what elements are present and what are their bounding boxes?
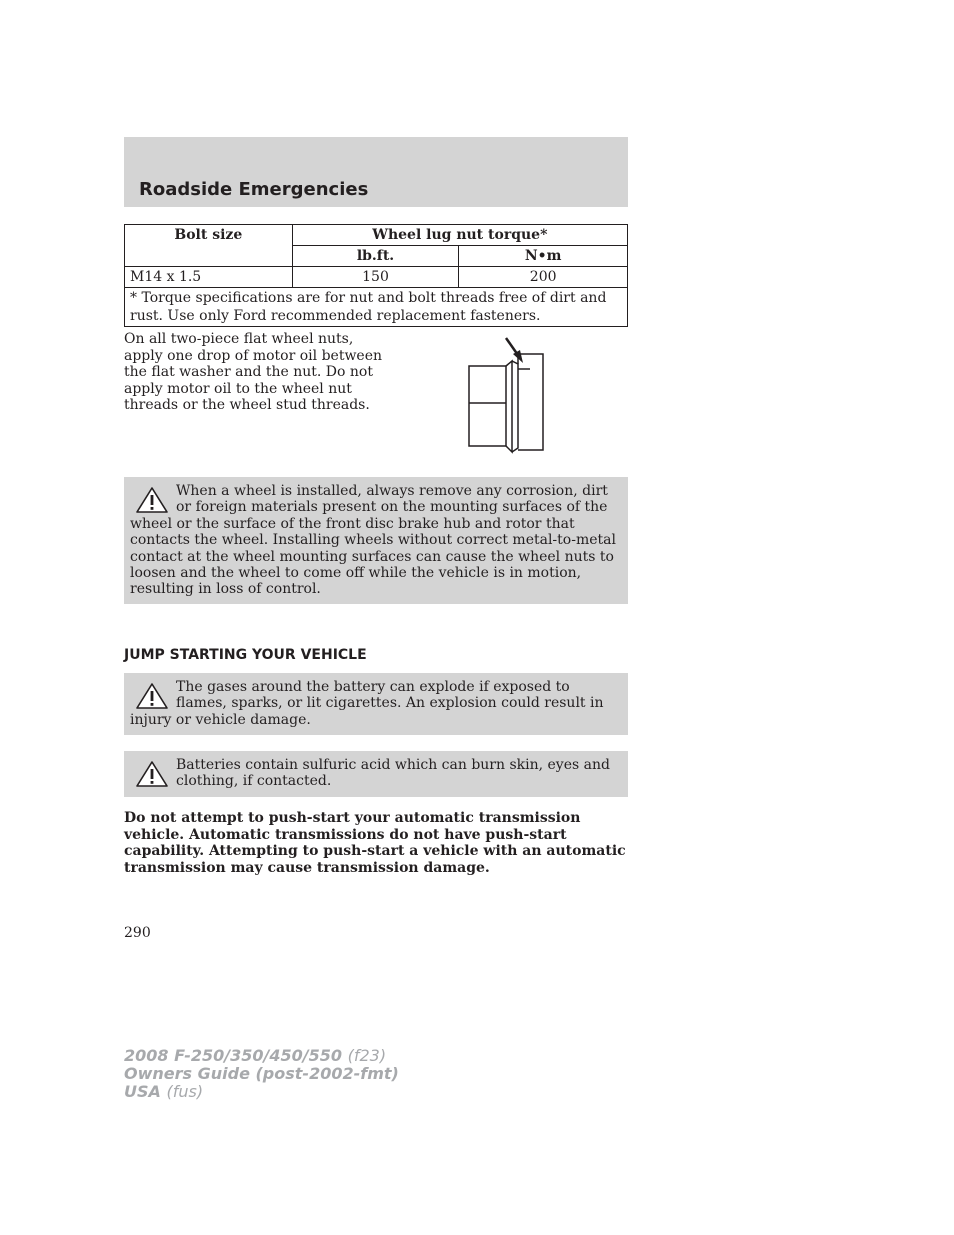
footer-market: USA <box>124 1082 161 1101</box>
intro-paragraph: On all two-piece flat wheel nuts, apply one drop of motor oil between the flat washer and the nut. Do not apply motor oil to the wheel nut threads or the wheel stud threads. <box>124 331 383 413</box>
table-note: * Torque specifications are for nut and bolt threads free of dirt and rust. Use only Ford recommended replacement fasteners. <box>125 288 628 327</box>
footer-model: 2008 F-250/350/450/550 <box>124 1046 342 1065</box>
warning-triangle-icon <box>134 485 170 515</box>
table-row <box>125 267 628 288</box>
section-heading: JUMP STARTING YOUR VEHICLE <box>124 647 367 663</box>
warning-triangle-icon <box>134 759 170 789</box>
header-band <box>124 137 628 207</box>
page-title: Roadside Emergencies <box>139 179 369 200</box>
footer <box>124 1047 399 1101</box>
push-start-warning: Do not attempt to push-start your automatic transmission vehicle. Automatic transmissions do not have push-start capability. Attempting to push-start a vehicle with an automatic transmission may cause transmission damage. <box>124 810 626 876</box>
wheel-warning-text: When a wheel is installed, always remove any corrosion, dirt or foreign materials present on the mounting surfaces of the wheel or the surface of the front disc brake hub and rotor that contacts the wheel. Installing wheels without correct metal-to-metal contact at the wheel mounting surfaces can cause the wheel nuts to loosen and the wheel to come off while the vehicle is in motion, resulting in loss of control. <box>130 483 616 598</box>
torque-header: Wheel lug nut torque* <box>292 225 627 246</box>
bolt-size-header: Bolt size <box>125 225 293 267</box>
footer-line-2 <box>124 1065 399 1083</box>
gases-warning <box>124 673 628 735</box>
page-number: 290 <box>124 925 151 941</box>
footer-line-3 <box>124 1083 399 1101</box>
wheel-nut-diagram <box>462 334 552 454</box>
warning-triangle-icon <box>134 681 170 711</box>
lbft-cell: 150 <box>292 267 459 288</box>
unit-nm-header: N•m <box>459 246 628 267</box>
acid-warning-text: Batteries contain sulfuric acid which can burn skin, eyes and clothing, if contacted. <box>176 757 610 790</box>
footer-model-code: (f23) <box>347 1046 387 1065</box>
footer-guide: Owners Guide (post-2002-fmt) <box>124 1064 399 1083</box>
unit-lbft-header: lb.ft. <box>292 246 459 267</box>
bolt-size-cell: M14 x 1.5 <box>125 267 293 288</box>
acid-warning <box>124 751 628 797</box>
footer-market-code: (fus) <box>166 1082 204 1101</box>
footer-line-1 <box>124 1047 399 1065</box>
torque-table <box>124 224 628 327</box>
gases-warning-text: The gases around the battery can explode if exposed to flames, sparks, or lit cigarettes. An explosion could result in injury or vehicle damage. <box>130 679 604 728</box>
wheel-warning <box>124 477 628 604</box>
nm-cell: 200 <box>459 267 628 288</box>
